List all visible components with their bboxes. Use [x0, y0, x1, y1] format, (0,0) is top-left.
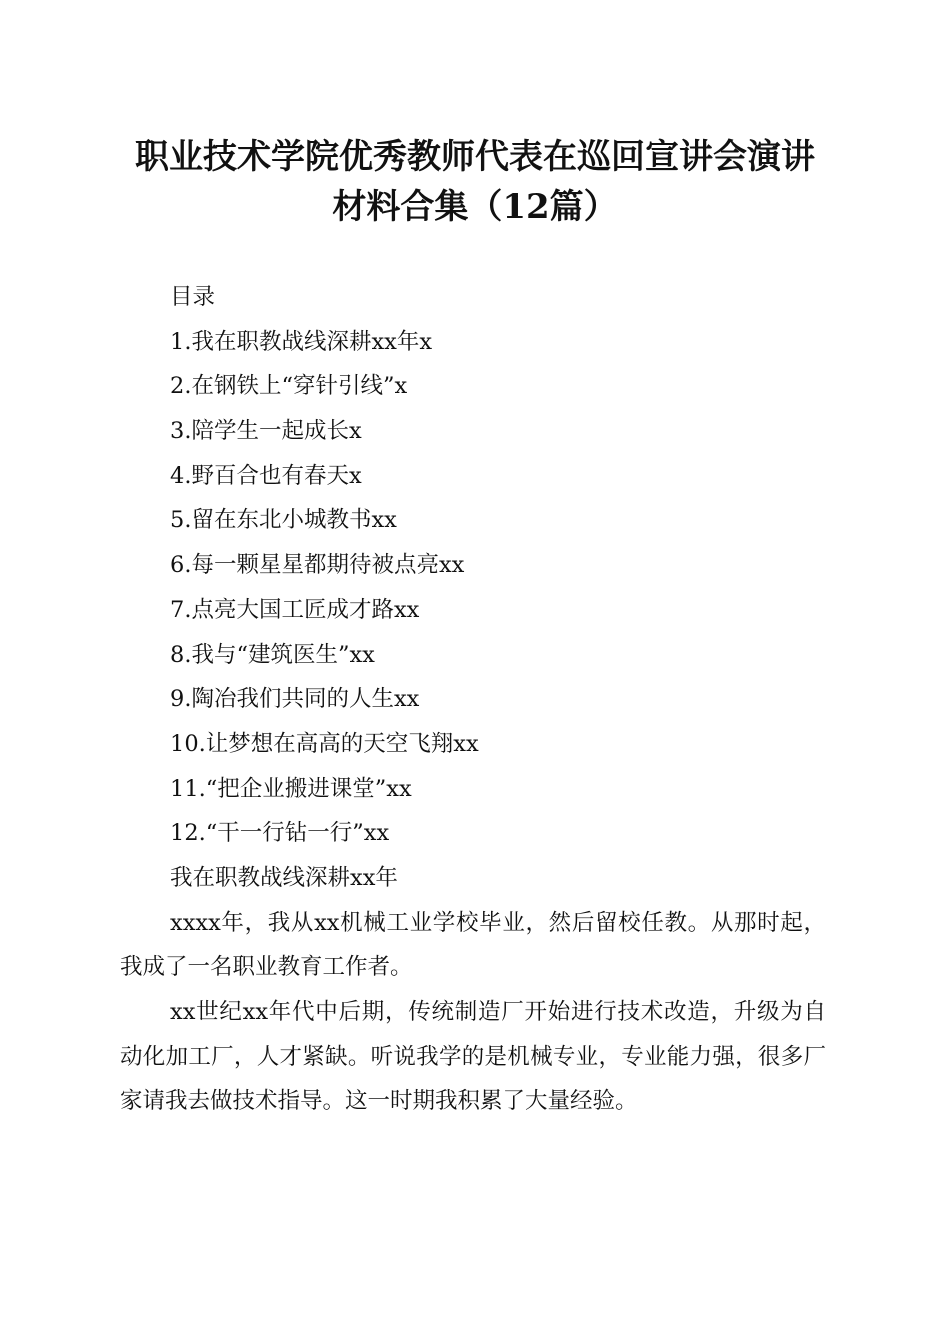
toc-item: 8.我与“建筑医生”xx	[170, 641, 375, 668]
toc-item: 4.野百合也有春天x	[170, 462, 362, 489]
section-title: 我在职教战线深耕xx年	[170, 864, 398, 891]
toc-item: 10.让梦想在高高的天空飞翔xx	[170, 730, 479, 757]
toc-item: 11.“把企业搬进课堂”xx	[170, 775, 412, 802]
toc-item: 3.陪学生一起成长x	[170, 418, 362, 445]
body-paragraph: xx世纪xx年代中后期，传统制造厂开始进行技术改造，升级为自动化加工厂，人才紧缺。听说我学的是机械专业，专业能力强，很多厂家请我去做技术指导。这一时期我积累了大量经验。	[120, 999, 826, 1115]
toc-item: 1.我在职教战线深耕xx年x	[170, 328, 433, 355]
document-title	[100, 132, 850, 232]
toc-item: 5.留在东北小城教书xx	[170, 507, 397, 534]
toc-item: 12.“干一行钻一行”xx	[170, 820, 390, 847]
toc-item: 9.陶冶我们共同的人生xx	[170, 686, 420, 713]
title-line-2: 材料合集（12篇）	[332, 187, 618, 227]
toc-item: 2.在钢铁上“穿针引线”x	[170, 373, 408, 400]
toc-item: 7.点亮大国工匠成才路xx	[170, 596, 420, 623]
body-paragraph: xxxx年，我从xx机械工业学校毕业，然后留校任教。从那时起，我成了一名职业教育工作者。	[120, 909, 826, 981]
toc-item: 6.每一颗星星都期待被点亮xx	[170, 552, 465, 579]
toc-heading: 目录	[170, 284, 216, 310]
document-body	[120, 275, 826, 1124]
title-line-1: 职业技术学院优秀教师代表在巡回宣讲会演讲	[135, 137, 815, 177]
